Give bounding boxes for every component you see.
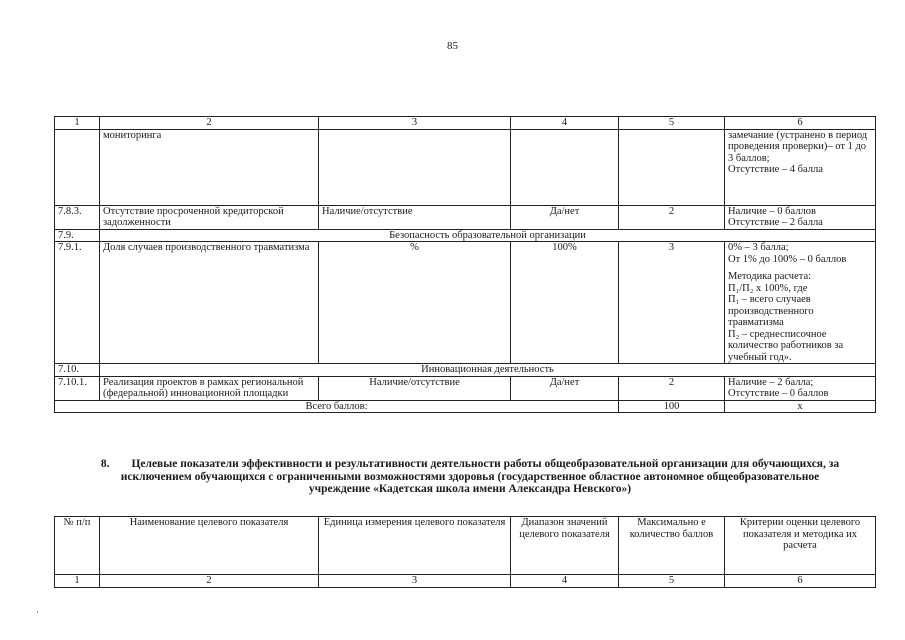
criteria-line: Отсутствие – 0 баллов: [728, 388, 829, 399]
formula-p2: П₂ – среднесписочное количество работников за учебный год».: [728, 328, 844, 363]
column-number: 2: [100, 117, 319, 130]
table-row-7-10-1: [55, 376, 876, 400]
column-number: 3: [319, 575, 511, 588]
row-number: 7.9.1.: [55, 242, 100, 364]
indicator-name: Доля случаев производственного травматизма: [100, 242, 319, 364]
header-row: [55, 517, 876, 575]
section-title: Инновационная деятельность: [100, 364, 876, 377]
column-number-row: [55, 575, 876, 588]
section-number: 8.: [100, 458, 110, 470]
unit-cell: Наличие/отсутствие: [319, 376, 511, 400]
column-number-row: [55, 117, 876, 130]
max-points: 2: [619, 205, 725, 229]
total-row: [55, 400, 876, 413]
criteria-line: Наличие – 2 балла;: [728, 376, 814, 388]
section-row-7-10: [55, 364, 876, 377]
total-criteria: х: [725, 400, 876, 413]
criteria-line: замечание (устранено в период проведения проверки)– от 1 до 3 баллов;: [728, 129, 868, 164]
column-number: 5: [619, 575, 725, 588]
indicator-name: Реализация проектов в рамках региональной (федеральной) инновационной площадки: [100, 376, 319, 400]
column-number: 1: [55, 117, 100, 130]
bottom-header-table: [54, 516, 876, 588]
header-unit: Единица измерения целевого показателя: [319, 517, 511, 575]
row-number: 7.8.3.: [55, 205, 100, 229]
column-number: 6: [725, 575, 876, 588]
section-row-7-9: [55, 229, 876, 242]
section-heading-text: Целевые показатели эффективности и результативности деятельности работы общеобразовательной организации для обучающихся, за исключением обучающихся с ограниченными возможностями здоровья (государственное областное автономное общеобразовательное учреждение «Кадетская школа имени Александра Невского»): [120, 458, 840, 495]
criteria-line: От 1% до 100% – 0 баллов: [728, 253, 847, 265]
column-number: 3: [319, 117, 511, 130]
criteria-line: Наличие – 0 баллов: [728, 205, 816, 217]
total-max: 100: [619, 400, 725, 413]
column-number: 4: [511, 117, 619, 130]
indicator-name: мониторинга: [100, 129, 319, 205]
column-number: 5: [619, 117, 725, 130]
column-number: 6: [725, 117, 876, 130]
continuation-row: [55, 129, 876, 205]
header-number: № п/п: [55, 517, 100, 575]
section-number: 7.9.: [55, 229, 100, 242]
table-row-7-8-3: [55, 205, 876, 229]
unit-cell: [319, 129, 511, 205]
max-points: 2: [619, 376, 725, 400]
criteria-cell: [725, 205, 876, 229]
criteria-line: 0% – 3 балла;: [728, 242, 789, 253]
header-range: Диапазон значений целевого показателя: [511, 517, 619, 575]
criteria-line: Отсутствие – 4 балла: [728, 164, 823, 175]
header-criteria: Критерии оценки целевого показателя и методика их расчета: [725, 517, 876, 575]
criteria-cell: [725, 242, 876, 364]
section-title: Безопасность образовательной организации: [100, 229, 876, 242]
table-row-7-9-1: [55, 242, 876, 364]
criteria-line: Отсутствие – 2 балла: [728, 217, 823, 228]
unit-cell: Наличие/отсутствие: [319, 205, 511, 229]
range-cell: Да/нет: [511, 376, 619, 400]
range-cell: [511, 129, 619, 205]
total-label: Всего баллов:: [55, 400, 619, 413]
header-max: Максимально е количество баллов: [619, 517, 725, 575]
indicator-name: Отсутствие просроченной кредиторской задолженности: [100, 205, 319, 229]
column-number: 2: [100, 575, 319, 588]
section-heading: [100, 458, 840, 496]
row-number-cell: [55, 129, 100, 205]
criteria-cell: [725, 376, 876, 400]
formula-p1: П₁ – всего случаев производственного травматизма: [728, 294, 814, 328]
page-number: 85: [447, 40, 458, 52]
column-number: 4: [511, 575, 619, 588]
max-points: 3: [619, 242, 725, 364]
max-cell: [619, 129, 725, 205]
range-cell: Да/нет: [511, 205, 619, 229]
method-title: Методика расчета:: [728, 271, 812, 282]
range-cell: 100%: [511, 242, 619, 364]
row-number: 7.10.1.: [55, 376, 100, 400]
section-number: 7.10.: [55, 364, 100, 377]
formula: П₁/П₂ х 100%, где: [728, 282, 808, 294]
top-criteria-table: [54, 116, 876, 413]
stray-mark: ·: [36, 607, 39, 617]
unit-cell: %: [319, 242, 511, 364]
header-name: Наименование целевого показателя: [100, 517, 319, 575]
column-number: 1: [55, 575, 100, 588]
criteria-cell: [725, 129, 876, 205]
